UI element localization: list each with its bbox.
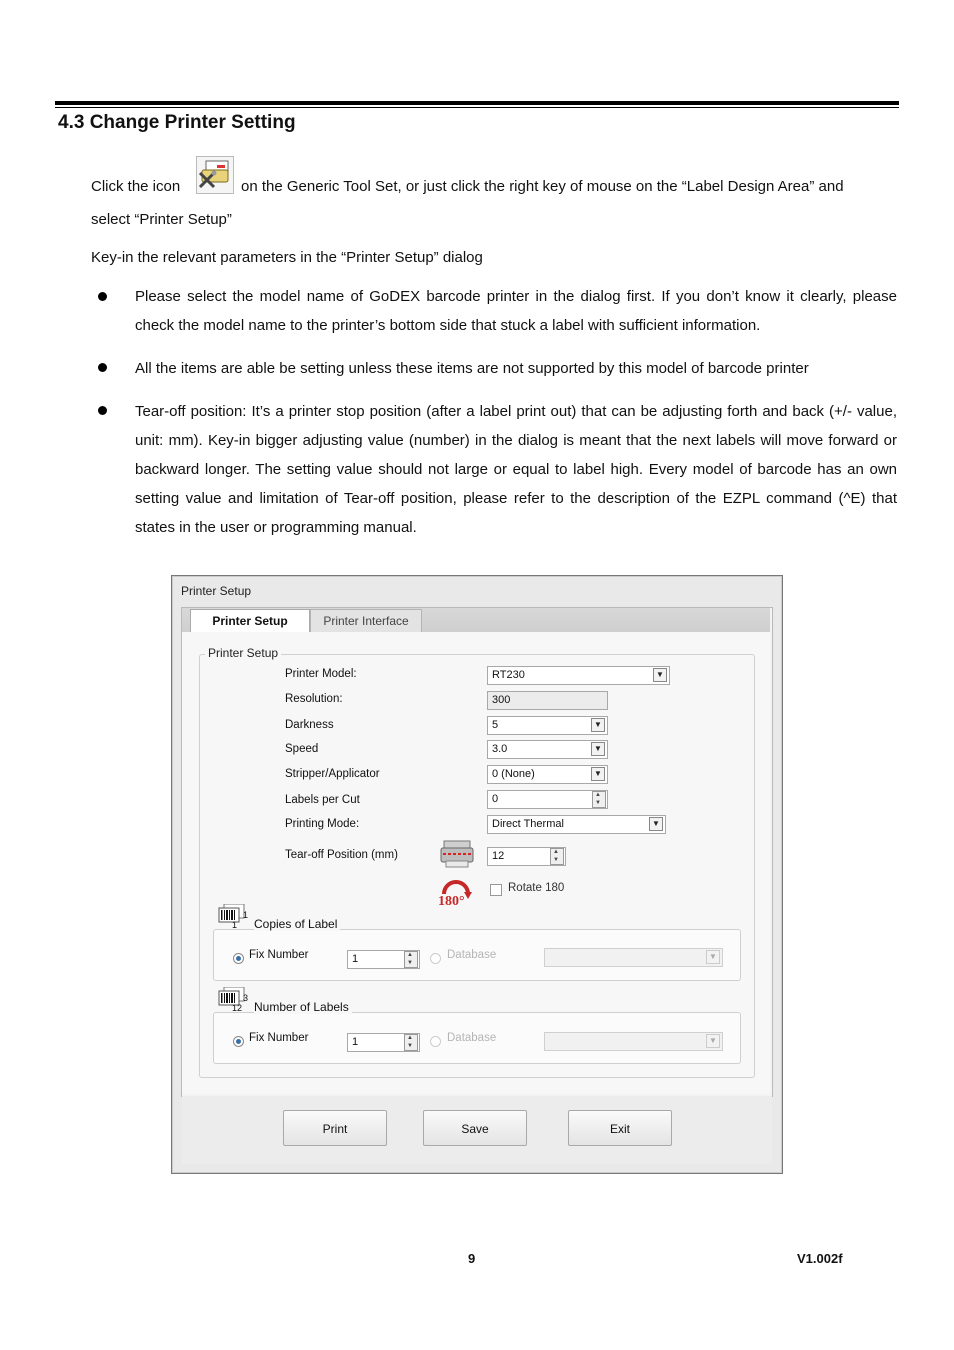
labels-per-cut-value: 0 bbox=[492, 793, 499, 805]
number-database-label: Database bbox=[447, 1032, 497, 1044]
rotate-180-badge: 180° bbox=[438, 894, 465, 909]
rotate-180-checkbox[interactable] bbox=[490, 884, 502, 896]
tab-printer-interface[interactable]: Printer Interface bbox=[310, 609, 422, 632]
resolution-label: Resolution: bbox=[285, 693, 343, 705]
resolution-field: 300 bbox=[487, 691, 608, 710]
copies-icon-superscript: 1 bbox=[243, 910, 249, 920]
chevron-down-icon[interactable]: ▼ bbox=[591, 742, 605, 756]
printer-model-select[interactable] bbox=[487, 666, 670, 685]
darkness-select[interactable] bbox=[487, 716, 608, 735]
section-heading: 4.3 Change Printer Setting bbox=[58, 112, 296, 133]
copies-fix-number-input[interactable] bbox=[347, 950, 420, 969]
barcode-copies-icon bbox=[218, 904, 248, 930]
top-rule-thin bbox=[55, 107, 899, 108]
speed-value: 3.0 bbox=[492, 743, 508, 755]
rotate-180-icon bbox=[438, 876, 474, 910]
spinner-arrows-icon[interactable] bbox=[592, 791, 606, 808]
printer-setup-tool-icon bbox=[196, 156, 234, 194]
number-of-labels-title: Number of Labels bbox=[254, 1000, 352, 1014]
number-icon-subscript: 12 bbox=[232, 1003, 243, 1013]
printing-mode-value: Direct Thermal bbox=[492, 818, 564, 830]
chevron-down-icon[interactable]: ▼ bbox=[706, 950, 720, 964]
labels-per-cut-label: Labels per Cut bbox=[285, 794, 360, 806]
dialog-title: Printer Setup bbox=[181, 584, 252, 598]
spinner-arrows-icon[interactable] bbox=[404, 951, 418, 968]
chevron-down-icon[interactable]: ▼ bbox=[591, 767, 605, 781]
copies-fix-number-label: Fix Number bbox=[249, 949, 309, 961]
barcode-number-icon bbox=[218, 987, 248, 1013]
printing-mode-label: Printing Mode: bbox=[285, 818, 360, 830]
printing-mode-select[interactable] bbox=[487, 815, 666, 834]
spinner-arrows-icon[interactable] bbox=[404, 1034, 418, 1051]
bullet-dot bbox=[98, 292, 107, 301]
page-number: 9 bbox=[468, 1251, 476, 1266]
stripper-label: Stripper/Applicator bbox=[285, 768, 380, 780]
printer-setup-dialog bbox=[171, 575, 783, 1174]
tear-off-printer-icon bbox=[440, 839, 474, 869]
printer-model-value: RT230 bbox=[492, 669, 525, 681]
speed-label: Speed bbox=[285, 743, 319, 755]
chevron-down-icon[interactable]: ▼ bbox=[591, 718, 605, 732]
copies-database-label: Database bbox=[447, 949, 497, 961]
number-fix-number-label: Fix Number bbox=[249, 1032, 309, 1044]
number-database-radio[interactable] bbox=[430, 1036, 441, 1047]
group-title: Printer Setup bbox=[205, 646, 281, 660]
intro-line2: select “Printer Setup” bbox=[91, 211, 232, 228]
copies-fix-number-radio[interactable] bbox=[233, 953, 244, 964]
speed-select[interactable] bbox=[487, 740, 608, 759]
exit-button[interactable]: Exit bbox=[568, 1110, 672, 1146]
print-button[interactable]: Print bbox=[283, 1110, 387, 1146]
copies-fix-number-value: 1 bbox=[352, 953, 359, 965]
number-fix-number-radio[interactable] bbox=[233, 1036, 244, 1047]
chevron-down-icon[interactable]: ▼ bbox=[653, 668, 667, 682]
copies-icon-subscript: 1 bbox=[232, 920, 238, 930]
spinner-arrows-icon[interactable] bbox=[550, 848, 564, 865]
bullet-item: Please select the model name of GoDEX barcode printer in the dialog first. If you don’t know it clearly, please check the model name to the printer’s bottom side that stuck a label with sufficient information. bbox=[135, 288, 897, 334]
save-button[interactable]: Save bbox=[423, 1110, 527, 1146]
number-icon-superscript: 3 bbox=[243, 993, 249, 1003]
bullet-item: Tear-off position: It’s a printer stop position (after a label print out) that can be adjusting forth and back (+/- value, unit: mm). Key-in bigger adjusting value (number) in the dialog is meant that the next labels will move forward or backward longer. The setting value should not large or equal to label high. Every model of barcode has an own setting value and limitation of Tear-off position, please refer to the description of the EZPL command (^E) that states in the user or programming manual. bbox=[135, 403, 897, 536]
chevron-down-icon[interactable]: ▼ bbox=[649, 817, 663, 831]
bullet-item: All the items are able be setting unless these items are not supported by this model of barcode printer bbox=[135, 360, 809, 377]
tear-off-label: Tear-off Position (mm) bbox=[285, 849, 398, 861]
top-rule-thick bbox=[55, 101, 899, 105]
tab-printer-setup[interactable]: Printer Setup bbox=[190, 609, 310, 632]
intro-line1-before: Click the icon bbox=[91, 178, 181, 195]
chevron-down-icon[interactable]: ▼ bbox=[706, 1034, 720, 1048]
intro-line1-after: on the Generic Tool Set, or just click the right key of mouse on the “Label Design Area” and bbox=[241, 178, 844, 195]
copies-database-select[interactable] bbox=[544, 948, 723, 967]
copies-database-radio[interactable] bbox=[430, 953, 441, 964]
number-fix-number-input[interactable] bbox=[347, 1033, 420, 1052]
intro-line3: Key-in the relevant parameters in the “Printer Setup” dialog bbox=[91, 249, 483, 266]
tear-off-value: 12 bbox=[492, 850, 505, 862]
rotate-180-label: Rotate 180 bbox=[508, 882, 565, 894]
darkness-value: 5 bbox=[492, 719, 499, 731]
stripper-select[interactable] bbox=[487, 765, 608, 784]
copies-of-label-title: Copies of Label bbox=[254, 917, 340, 931]
tear-off-input[interactable] bbox=[487, 847, 566, 866]
number-database-select[interactable] bbox=[544, 1032, 723, 1051]
version-label: V1.002f bbox=[797, 1251, 843, 1266]
bullet-dot bbox=[98, 363, 107, 372]
printer-model-label: Printer Model: bbox=[285, 668, 357, 680]
darkness-label: Darkness bbox=[285, 719, 334, 731]
stripper-value: 0 (None) bbox=[492, 768, 535, 780]
labels-per-cut-input[interactable] bbox=[487, 790, 608, 809]
number-fix-number-value: 1 bbox=[352, 1036, 359, 1048]
bullet-dot bbox=[98, 406, 107, 415]
